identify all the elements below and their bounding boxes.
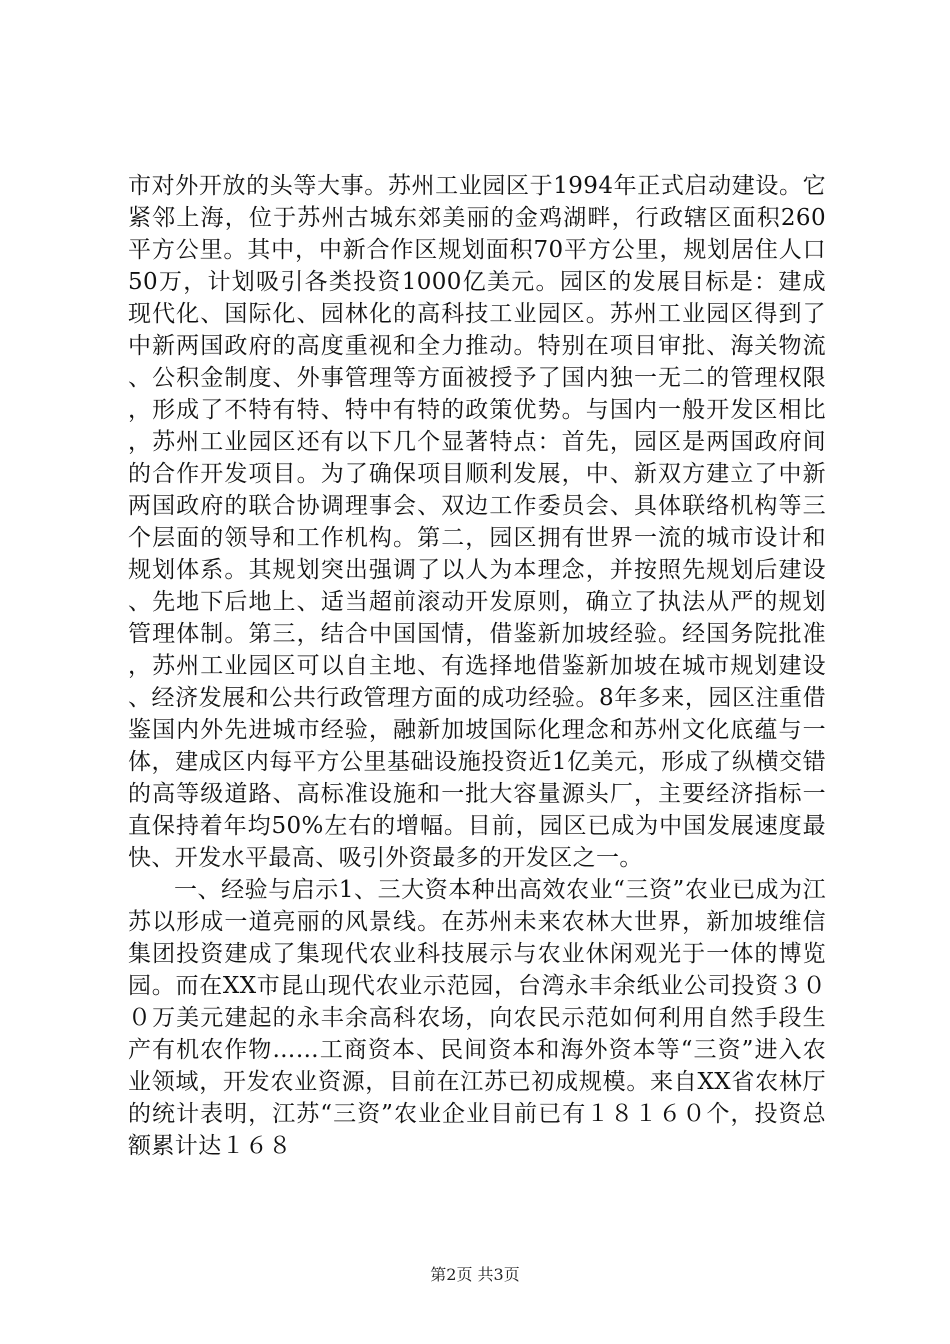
paragraph-2: 一、经验与启示1、三大资本种出高效农业“三资”农业已成为江苏以形成一道亮丽的风景线。在苏州未来农林大世界，新加坡维信集团投资建成了集现代农业科技展示与农业休闲观光于一体的博览园。而在XX市昆山现代农业示范园，台湾永丰余纸业公司投资３００万美元建起的永丰余高科农场，向农民示范如何利用自然手段生产有机农作物……工商资本、民间资本和海外资本等“三资”进入农业领域，开发农业资源，目前在江苏已初成规模。来自XX省农林厅的统计表明，江苏“三资”农业企业目前已有１８１６０个，投资总额累计达１６８ — [128, 877, 826, 1159]
page-footer: 第2页 共3页 — [430, 1265, 520, 1284]
paragraph-1: 市对外开放的头等大事。苏州工业园区于1994年正式启动建设。它紧邻上海，位于苏州古城东郊美丽的金鸡湖畔，行政辖区面积260平方公里。其中，中新合作区规划面积70平方公里，规划居住人口50万，计划吸引各类投资1000亿美元。园区的发展目标是：建成现代化、国际化、园林化的高科技工业园区。苏州工业园区得到了中新两国政府的高度重视和全力推动。特别在项目审批、海关物流、公积金制度、外事管理等方面被授予了国内独一无二的管理权限，形成了不特有特、特中有特的政策优势。与国内一般开发区相比，苏州工业园区还有以下几个显著特点：首先，园区是两国政府间的合作开发项目。为了确保项目顺利发展，中、新双方建立了中新两国政府的联合协调理事会、双边工作委员会、具体联络机构等三个层面的领导和工作机构。第二，园区拥有世界一流的城市设计和规划体系。其规划突出强调了以人为本理念，并按照先规划后建设、先地下后地上、适当超前滚动开发原则，确立了执法从严的规划管理体制。第三，结合中国国情，借鉴新加坡经验。经国务院批准，苏州工业园区可以自主地、有选择地借鉴新加坡在城市规划建设、经济发展和公共行政管理方面的成功经验。8年多来，园区注重借鉴国内外先进城市经验，融新加坡国际化理念和苏州文化底蕴与一体，建成区内每平方公里基础设施投资近1亿美元，形成了纵横交错的高等级道路、高标准设施和一批大容量源头厂，主要经济指标一直保持着年均50%左右的增幅。目前，园区已成为中国发展速度最快、开发水平最高、吸引外资最多的开发区之一。 — [128, 173, 826, 871]
document-body — [128, 170, 826, 1162]
